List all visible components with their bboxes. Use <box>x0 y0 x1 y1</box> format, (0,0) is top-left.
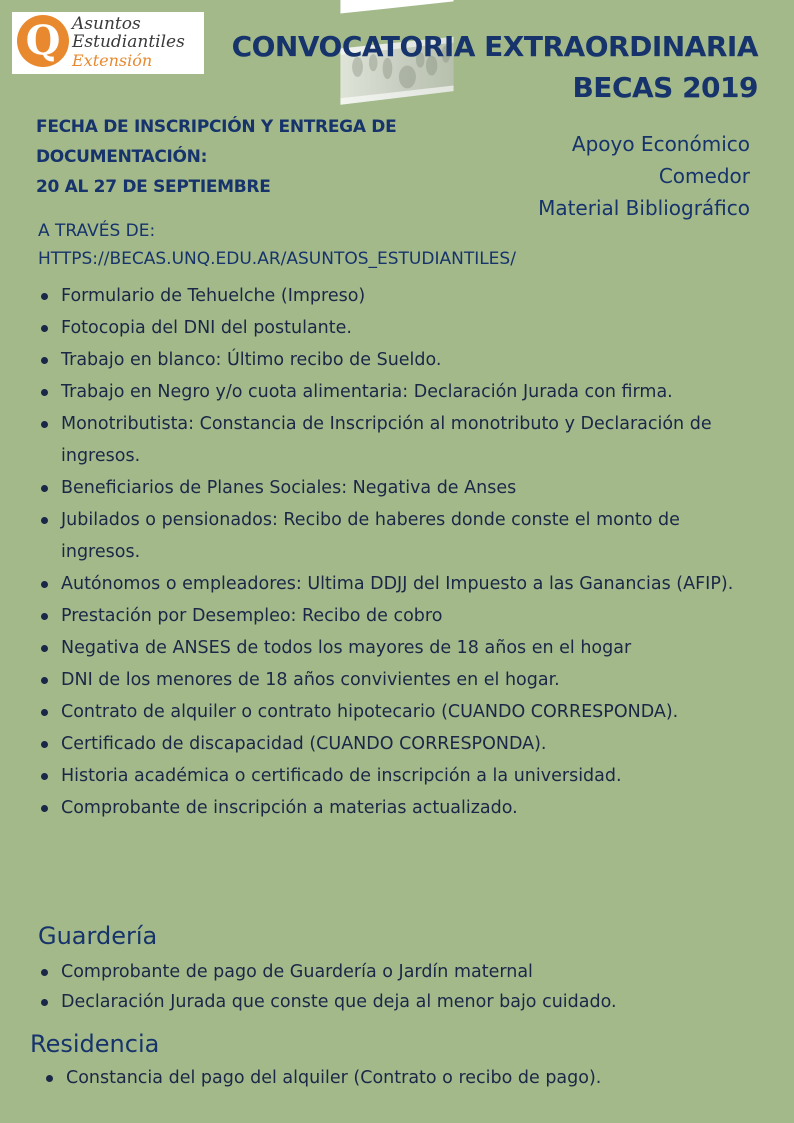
list-item: Historia académica o certificado de inscripción a la universidad. <box>38 760 758 792</box>
list-item: Constancia del pago del alquiler (Contrato o recibo de pago). <box>43 1063 763 1093</box>
logo-q-mark: Q <box>25 17 61 64</box>
list-item: DNI de los menores de 18 años convivientes en el hogar. <box>38 664 758 696</box>
apoyo-material: Material Bibliográfico <box>538 196 750 220</box>
scholarship-types <box>538 128 750 224</box>
residencia-heading: Residencia <box>30 1030 160 1058</box>
registration-dates <box>36 112 506 202</box>
guarderia-list <box>38 957 758 1017</box>
list-item: Formulario de Tehuelche (Impreso) <box>38 280 758 312</box>
list-item: Certificado de discapacidad (CUANDO CORRESPONDA). <box>38 728 758 760</box>
fecha-line-3: 20 AL 27 DE SEPTIEMBRE <box>36 177 271 197</box>
residencia-list <box>43 1063 763 1093</box>
list-item: Contrato de alquiler o contrato hipotecario (CUANDO CORRESPONDA). <box>38 696 758 728</box>
application-channel <box>38 217 516 273</box>
guarderia-heading: Guardería <box>38 922 158 950</box>
list-item: Trabajo en blanco: Último recibo de Sueldo. <box>38 344 758 376</box>
logo-text-asuntos: Asuntos <box>72 14 141 34</box>
list-item: Fotocopia del DNI del postulante. <box>38 312 758 344</box>
title-line-2: BECAS 2019 <box>572 71 758 104</box>
page-title <box>232 26 758 108</box>
list-item: Prestación por Desempleo: Recibo de cobro <box>38 600 758 632</box>
list-item: Trabajo en Negro y/o cuota alimentaria: Declaración Jurada con firma. <box>38 376 758 408</box>
logo-text-estudiantiles: Estudiantiles <box>72 32 185 52</box>
via-label: A TRAVÉS DE: <box>38 221 156 241</box>
list-item: Monotributista: Constancia de Inscripción al monotributo y Declaración de ingresos. <box>38 408 758 472</box>
logo-text-extension: Extensión <box>72 51 153 70</box>
fecha-line-1: FECHA DE INSCRIPCIÓN Y ENTREGA DE <box>36 117 397 137</box>
list-item: Beneficiarios de Planes Sociales: Negativa de Anses <box>38 472 758 504</box>
list-item: Declaración Jurada que conste que deja al menor bajo cuidado. <box>38 987 758 1017</box>
list-item: Comprobante de pago de Guardería o Jardín maternal <box>38 957 758 987</box>
list-item: Autónomos o empleadores: Ultima DDJJ del Impuesto a las Ganancias (AFIP). <box>38 568 758 600</box>
apoyo-comedor: Comedor <box>658 164 750 188</box>
required-documents-list <box>38 280 758 824</box>
asuntos-estudiantiles-logo <box>12 12 204 74</box>
list-item: Negativa de ANSES de todos los mayores de 18 años en el hogar <box>38 632 758 664</box>
apoyo-economico: Apoyo Económico <box>571 132 750 156</box>
via-url[interactable]: HTTPS://BECAS.UNQ.EDU.AR/ASUNTOS_ESTUDIANTILES/ <box>38 249 516 269</box>
list-item: Jubilados o pensionados: Recibo de haberes donde conste el monto de ingresos. <box>38 504 758 568</box>
fecha-line-2: DOCUMENTACIÓN: <box>36 147 208 167</box>
list-item: Comprobante de inscripción a materias actualizado. <box>38 792 758 824</box>
title-line-1: CONVOCATORIA EXTRAORDINARIA <box>231 30 758 63</box>
